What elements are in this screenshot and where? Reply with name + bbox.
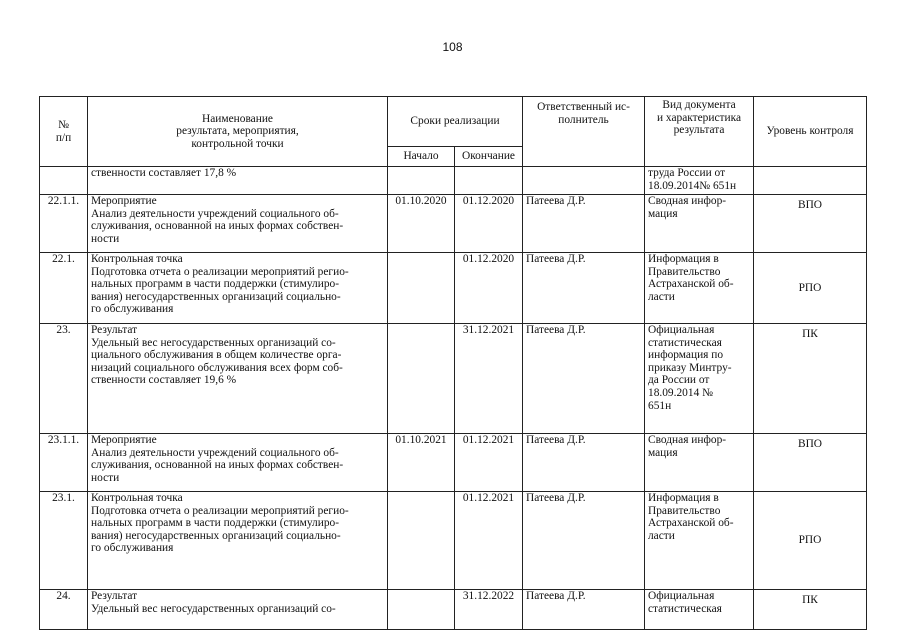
row-start-date [388, 324, 455, 434]
row-responsible: Патеева Д.Р. [523, 590, 645, 630]
row-document: Официальная статистическая информация по приказу Минтру- да России от 18.09.2014 № 651н [645, 324, 754, 434]
row-start-date [388, 492, 455, 590]
row-number: 22.1.1. [40, 195, 88, 253]
header-dates: Сроки реализации [388, 97, 523, 147]
row-name: ственности составляет 17,8 % [88, 167, 388, 195]
row-start-date [388, 590, 455, 630]
row-start-date: 01.10.2020 [388, 195, 455, 253]
table-row [40, 590, 867, 630]
row-name: Мероприятие Анализ деятельности учреждений социального об- служивания, основанной на иных формах собствен- ности [88, 434, 388, 492]
row-control-level: ПК [754, 324, 867, 434]
header-control-level: Уровень контроля [754, 97, 867, 167]
row-responsible: Патеева Д.Р. [523, 434, 645, 492]
row-end-date [455, 167, 523, 195]
control-plan-table [39, 96, 867, 630]
row-end-date: 01.12.2021 [455, 434, 523, 492]
table-row [40, 167, 867, 195]
row-responsible: Патеева Д.Р. [523, 195, 645, 253]
row-responsible: Патеева Д.Р. [523, 253, 645, 324]
row-start-date: 01.10.2021 [388, 434, 455, 492]
row-name: Результат Удельный вес негосударственных организаций со- [88, 590, 388, 630]
row-end-date: 31.12.2021 [455, 324, 523, 434]
page-number: 108 [442, 40, 463, 54]
row-responsible: Патеева Д.Р. [523, 492, 645, 590]
row-control-level [754, 167, 867, 195]
table-row [40, 492, 867, 590]
header-document: Вид документа и характеристика результата [645, 97, 754, 167]
row-document: Информация в Правительство Астраханской об- ласти [645, 253, 754, 324]
table-row [40, 195, 867, 253]
row-end-date: 01.12.2020 [455, 253, 523, 324]
row-name: Мероприятие Анализ деятельности учреждений социального об- служивания, основанной на иных формах собствен- ности [88, 195, 388, 253]
row-end-date: 01.12.2021 [455, 492, 523, 590]
row-name: Результат Удельный вес негосударственных организаций со- циального обслуживания в общем количестве орга- низаций социального обслуживания всех форм соб- ственности составляет 19,6 % [88, 324, 388, 434]
row-number: 23.1. [40, 492, 88, 590]
row-document: Информация в Правительство Астраханской об- ласти [645, 492, 754, 590]
row-number: 23.1.1. [40, 434, 88, 492]
row-name: Контрольная точка Подготовка отчета о реализации мероприятий регио- нальных программ в части поддержки (стимулиро- вания) негосударственных организаций социально- го обслуживания [88, 492, 388, 590]
row-start-date [388, 167, 455, 195]
row-control-level: РПО [754, 253, 867, 324]
row-control-level: ВПО [754, 434, 867, 492]
header-number: № п/п [40, 97, 88, 167]
row-responsible: Патеева Д.Р. [523, 324, 645, 434]
row-control-level: РПО [754, 492, 867, 590]
row-end-date: 31.12.2022 [455, 590, 523, 630]
row-start-date [388, 253, 455, 324]
header-start: Начало [388, 147, 455, 167]
header-end: Окончание [455, 147, 523, 167]
row-number: 23. [40, 324, 88, 434]
row-number: 24. [40, 590, 88, 630]
table-row [40, 434, 867, 492]
table-body [40, 167, 867, 630]
row-responsible [523, 167, 645, 195]
table-row [40, 253, 867, 324]
row-name: Контрольная точка Подготовка отчета о реализации мероприятий регио- нальных программ в части поддержки (стимулиро- вания) негосударственных организаций социально- го обслуживания [88, 253, 388, 324]
row-number: 22.1. [40, 253, 88, 324]
row-control-level: ПК [754, 590, 867, 630]
row-document: труда России от 18.09.2014№ 651н [645, 167, 754, 195]
row-end-date: 01.12.2020 [455, 195, 523, 253]
header-responsible: Ответственный ис- полнитель [523, 97, 645, 167]
row-control-level: ВПО [754, 195, 867, 253]
row-document: Официальная статистическая [645, 590, 754, 630]
row-document: Сводная инфор- мация [645, 434, 754, 492]
row-number [40, 167, 88, 195]
row-document: Сводная инфор- мация [645, 195, 754, 253]
table-row [40, 324, 867, 434]
header-name: Наименование результата, мероприятия, контрольной точки [88, 97, 388, 167]
